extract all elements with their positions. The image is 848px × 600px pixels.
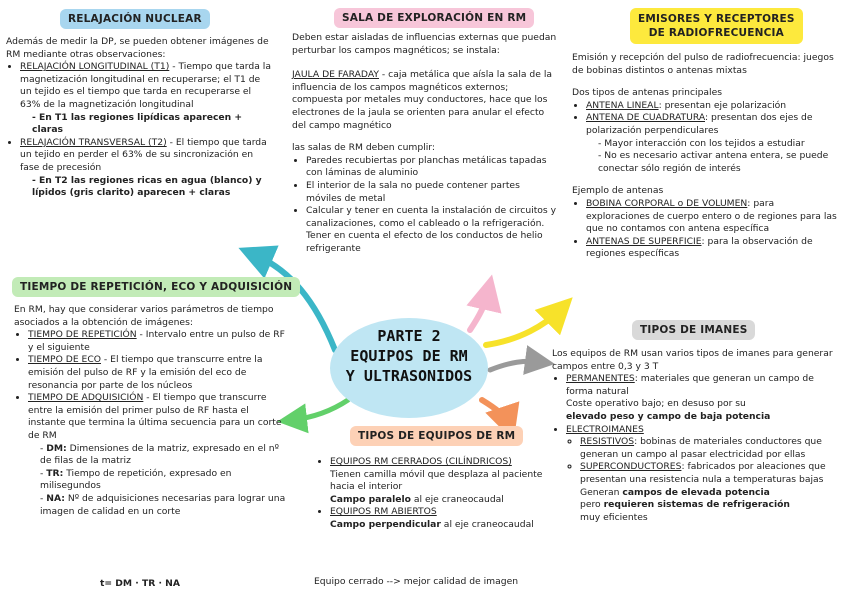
- tr-item: - TR: Tiempo de repetición, expresado en milisegundos: [40, 467, 232, 492]
- jaula-title: JAULA DE FARADAY: [292, 69, 380, 81]
- eco-text: - El tiempo que transcurre entre la emisión del pulso de RF y la emisión del eco de resonancia por parte de los núcleos: [28, 354, 263, 391]
- rep-text: - Intervalo entre un pulso de RF y el siguiente: [28, 329, 285, 353]
- title-line-1: PARTE 2: [377, 327, 441, 345]
- dm-text: Dimensiones de la matriz, expresado en el nº de filas de la matriz: [40, 442, 279, 467]
- super-title: SUPERCONDUCTORES: [580, 461, 682, 473]
- resistivos-item: [580, 436, 842, 461]
- pero-text: pero: [580, 499, 604, 511]
- permanentes-item: [566, 373, 842, 423]
- perm-cost: Coste operativo bajo; en desuso por su: [566, 398, 746, 410]
- tiempo-section: [14, 304, 286, 518]
- cerrados-title: EQUIPOS RM CERRADOS (CILÍNDRICOS): [330, 456, 512, 467]
- sala-section: [292, 32, 558, 256]
- perm-text: : materiales que generan un campo de forma natural: [566, 373, 814, 397]
- abiertos-title: EQUIPOS RM ABIERTOS: [330, 506, 437, 518]
- emisores-header: [630, 8, 803, 44]
- pero-bold: requieren sistemas de refrigeración: [603, 499, 790, 511]
- sala-item: • Calcular y tener en cuenta la instalación de circuitos y canalizaciones, como el cableado o la refrigeración. Tener en cuenta el efecto de los conductos de helio refrigerante: [306, 205, 558, 255]
- relajacion-section: [6, 36, 274, 200]
- perm-title: PERMANENTES: [566, 373, 635, 385]
- formula: t= DM · TR · NA: [100, 578, 180, 589]
- lineal-text: : presentan eje polarización: [658, 99, 787, 111]
- tiempo-header: TIEMPO DE REPETICIÓN, ECO Y ADQUISICIÓN: [12, 277, 300, 297]
- t1-title: RELAJACIÓN LONGITUDINAL (T1): [20, 61, 170, 73]
- electro-title: ELECTROIMANES: [566, 423, 644, 435]
- jaula-paragraph: [292, 69, 558, 132]
- tipos-equipos-header: TIPOS DE EQUIPOS DE RM: [350, 426, 523, 446]
- arrow-to-imanes: [490, 361, 540, 370]
- title-line-3: Y ULTRASONIDOS: [345, 367, 473, 385]
- na-text: Nº de adquisiciones necesarias para lograr una imagen de calidad en un corte: [40, 492, 286, 517]
- sala-cumplir: las salas de RM deben cumplir:: [292, 142, 436, 154]
- cuad-text: : presentan dos ejes de polarización perpendiculares: [586, 112, 813, 136]
- bobina-title: BOBINA CORPORAL o DE VOLUMEN: [586, 197, 748, 209]
- tiempo-intro: En RM, hay que considerar varios parámetros de tiempo asociados a la obtención de imágenes:: [14, 304, 274, 328]
- title-line-2: EQUIPOS DE RM: [350, 347, 468, 365]
- arrow-to-tipos-equipos: [482, 400, 508, 424]
- cerrados-tail: al eje craneocaudal: [410, 493, 504, 505]
- resist-title: RESISTIVOS: [580, 436, 635, 448]
- emisores-header-line2: DE RADIOFRECUENCIA: [648, 27, 784, 39]
- tr-label: TR:: [46, 467, 64, 479]
- tipos-equipos-footer: Equipo cerrado --> mejor calidad de imagen: [314, 576, 519, 587]
- t1-sub: - En T1 las regiones lipídicas aparecen + claras: [32, 111, 243, 136]
- emisores-ejemplo: Ejemplo de antenas: [572, 185, 664, 197]
- tiempo-rep-item: [28, 329, 286, 354]
- emisores-section: [572, 52, 840, 261]
- t2-text: - El tiempo que tarda un tejido en perder el 63% de su sincronización en fase de precesión: [20, 136, 267, 173]
- superficie-item: [586, 236, 840, 261]
- pero-tail: muy eficientes: [580, 511, 648, 523]
- sala-intro: Deben estar aisladas de influencias externas que puedan perturbar los campos magnéticos; se instala:: [292, 32, 557, 56]
- arrow-to-emisores: [486, 310, 560, 345]
- t1-text: - Tiempo que tarda la magnetización longitudinal en recuperarse; el T1 de un tejido es el tiempo que tarda en recuperarse el 63% de la magnetización longitudinal: [20, 61, 271, 110]
- sala-header: SALA DE EXPLORACIÓN EN RM: [334, 8, 534, 28]
- page-title: [330, 326, 488, 386]
- cerrados-item: [330, 456, 548, 506]
- imanes-section: [552, 348, 842, 524]
- relajacion-t2-item: [20, 137, 274, 200]
- electroimanes-item: [566, 424, 842, 525]
- cerrados-bold: Campo paralelo: [330, 493, 411, 505]
- cuad-item: [586, 112, 840, 175]
- rep-title: TIEMPO DE REPETICIÓN: [28, 329, 137, 341]
- t2-title: RELAJACIÓN TRANSVERSAL (T2): [20, 136, 167, 148]
- jaula-text: - caja metálica que aísla la sala de la influencia de los campos magnéticos externos; compuesta por metales muy conductores, hace que los electrones de la jaula se orienten para anular el efecto del campo magnético: [292, 69, 553, 131]
- abiertos-item: [330, 506, 548, 531]
- superficie-title: ANTENAS DE SUPERFICIE: [586, 235, 702, 247]
- cuad-sub: - Mayor interacción con los tejidos a estudiar: [598, 137, 805, 149]
- t2-sub: - En T2 las regiones ricas en agua (blanco) y lípidos (gris clarito) aparecen + claras: [32, 174, 262, 199]
- adq-text: - El tiempo que transcurre entre la emisión del primer pulso de RF hasta el instante que termina la última secuencia para un corte de RM: [28, 392, 282, 441]
- tipos-equipos-section: [316, 456, 548, 532]
- tiempo-eco-item: [28, 354, 286, 392]
- emisores-dos-tipos: Dos tipos de antenas principales: [572, 87, 723, 99]
- adq-title: TIEMPO DE ADQUISICIÓN: [28, 392, 144, 404]
- na-label: NA:: [46, 492, 65, 504]
- generan-text: Generan: [580, 486, 623, 498]
- lineal-item: [586, 100, 840, 113]
- emisores-intro: Emisión y recepción del pulso de radiofrecuencia: juegos de bobinas distintos o antenas mixtas: [572, 52, 834, 76]
- dm-label: DM:: [46, 442, 67, 454]
- tr-text: Tiempo de repetición, expresado en milisegundos: [40, 467, 232, 492]
- superconductores-item: [580, 461, 842, 524]
- tiempo-adq-item: [28, 392, 286, 518]
- na-item: - NA: Nº de adquisiciones necesarias para lograr una imagen de calidad en un corte: [40, 492, 286, 517]
- super-text: : fabricados por aleaciones que presentan una resistencia nula a temperaturas bajas: [580, 461, 826, 485]
- sala-item: • Paredes recubiertas por planchas metálicas tapadas con láminas de aluminio: [306, 155, 558, 180]
- abiertos-bold: Campo perpendicular: [330, 518, 441, 530]
- arrow-to-sala: [470, 292, 488, 330]
- cerrados-text: Tienen camilla móvil que desplaza al paciente hacia el interior: [330, 468, 543, 493]
- bobina-text: : para exploraciones de cuerpo entero o de regiones para las que no contamos con antena específica: [586, 197, 837, 235]
- sala-item: • El interior de la sala no puede contener partes móviles de metal: [306, 180, 558, 205]
- dm-item: - DM: Dimensiones de la matriz, expresado en el nº de filas de la matriz: [40, 442, 279, 467]
- superficie-text: : para la observación de regiones específicas: [586, 235, 813, 260]
- eco-title: TIEMPO DE ECO: [28, 354, 101, 366]
- relajacion-header: RELAJACIÓN NUCLEAR: [60, 9, 210, 29]
- imanes-header: TIPOS DE IMANES: [632, 320, 755, 340]
- abiertos-tail: al eje craneocaudal: [440, 518, 534, 530]
- cuad-title: ANTENA DE CUADRATURA: [586, 112, 706, 124]
- perm-bold: elevado peso y campo de baja potencia: [566, 410, 771, 422]
- generan-bold: campos de elevada potencia: [622, 486, 770, 498]
- cuad-sub: - No es necesario activar antena entera, se puede conectar sólo región de interés: [598, 150, 829, 174]
- emisores-header-line1: EMISORES Y RECEPTORES: [638, 13, 795, 25]
- lineal-title: ANTENA LINEAL: [586, 99, 659, 111]
- imanes-intro: Los equipos de RM usan varios tipos de imanes para generar campos entre 0,3 y 3 T: [552, 348, 833, 372]
- bobina-item: [586, 198, 840, 236]
- relajacion-intro: Además de medir la DP, se pueden obtener imágenes de RM mediante otras observaciones:: [6, 36, 269, 60]
- resist-text: : bobinas de materiales conductores que generan un campo al pasar electricidad por ellas: [580, 436, 822, 460]
- arrow-to-tiempo: [292, 400, 348, 420]
- relajacion-t1-item: [20, 61, 274, 137]
